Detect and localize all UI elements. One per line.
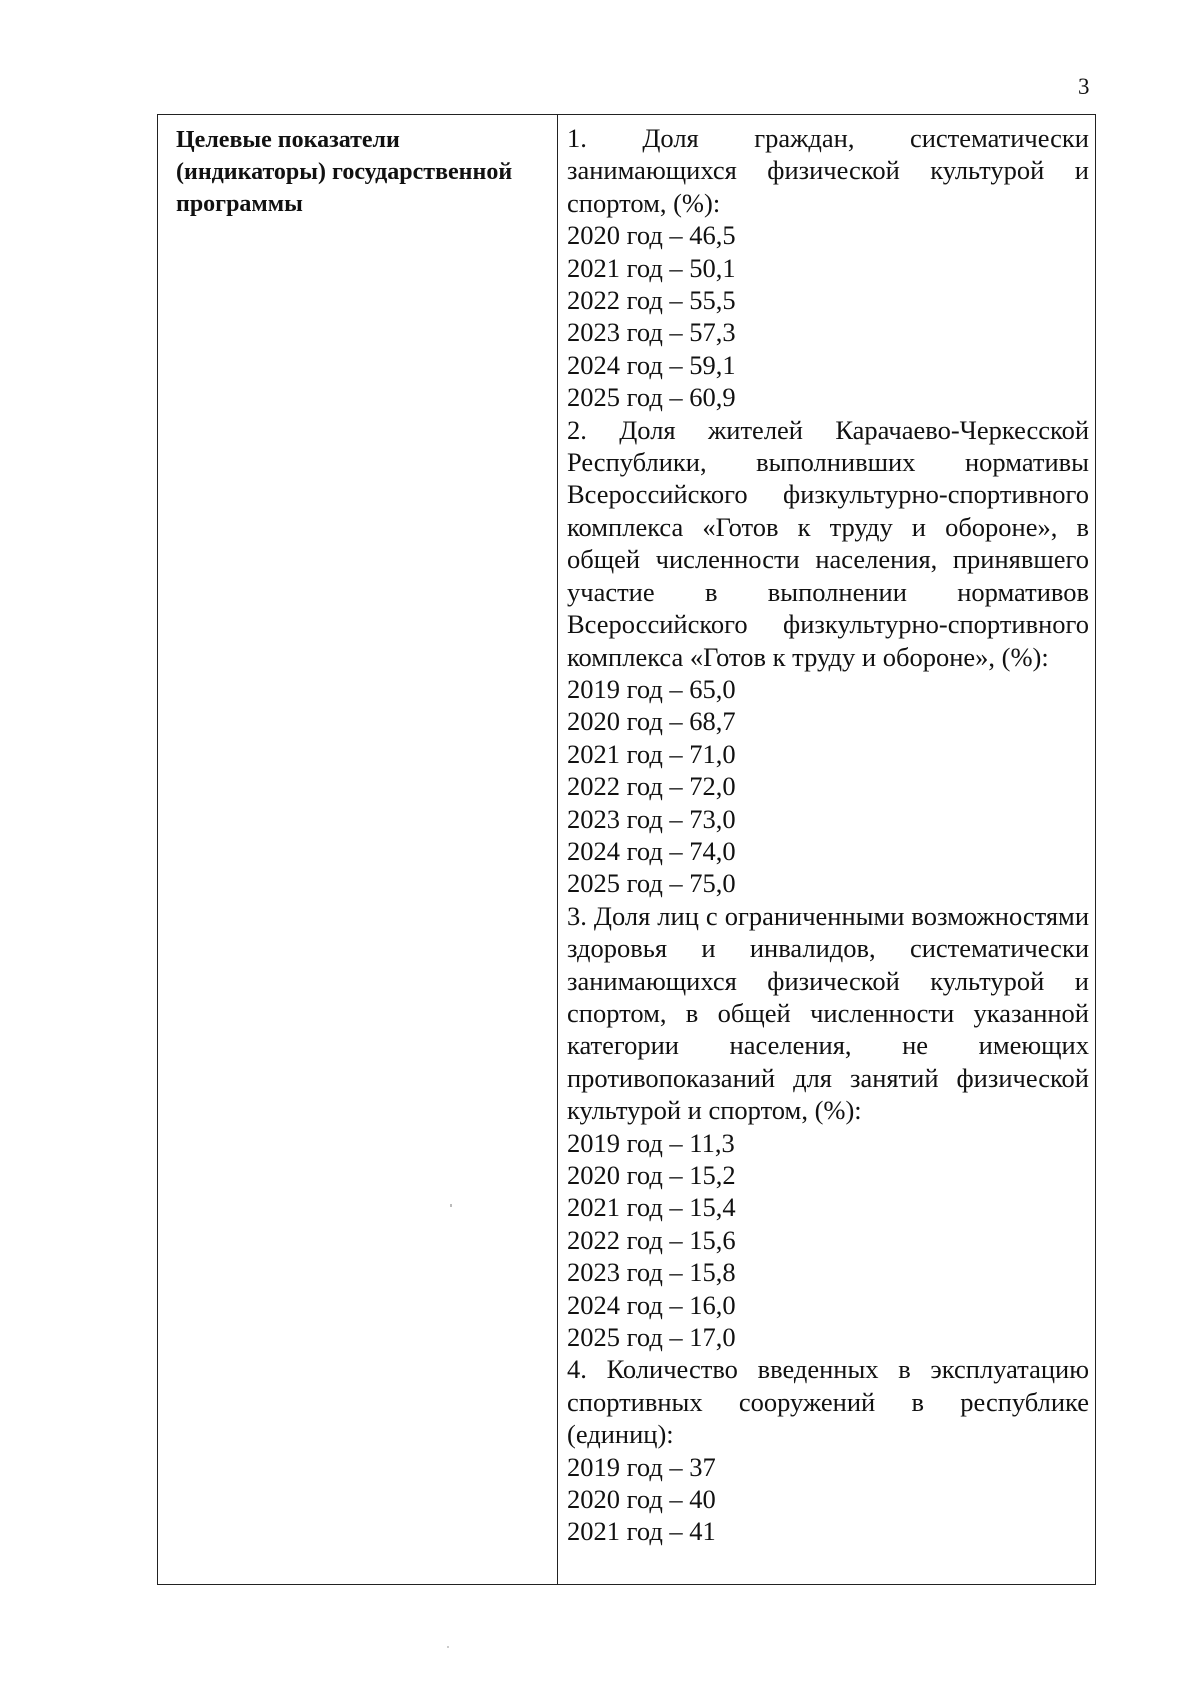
indicator-1 [567, 122, 1089, 414]
indicator-1-year: 2024 год – 59,1 [567, 349, 736, 380]
indicator-4-text: 4. Количество введенных в эксплуатацию спортивных сооружений в республике (единиц): [567, 1354, 1089, 1450]
indicator-2-year: 2022 год – 72,0 [567, 771, 736, 802]
indicators-table [157, 114, 1096, 1585]
indicator-3-year: 2021 год – 15,4 [567, 1192, 736, 1223]
indicator-3-year: 2022 год – 15,6 [567, 1224, 736, 1255]
indicator-2 [567, 414, 1089, 900]
indicator-4-year: 2019 год – 37 [567, 1451, 716, 1482]
indicators-values-cell [558, 115, 1095, 1584]
indicator-1-year: 2022 год – 55,5 [567, 285, 736, 316]
indicator-3-year: 2019 год – 11,3 [567, 1127, 735, 1158]
indicator-4-year: 2020 год – 40 [567, 1484, 716, 1515]
indicator-2-year: 2021 год – 71,0 [567, 738, 736, 769]
indicator-2-year: 2020 год – 68,7 [567, 706, 736, 737]
indicator-1-text: 1. Доля граждан, систематически занимающихся физической культурой и спортом, (%): [567, 123, 1089, 218]
indicator-1-year: 2025 год – 60,9 [567, 382, 736, 413]
indicator-3-year: 2023 год – 15,8 [567, 1257, 736, 1288]
scan-speck [447, 1646, 449, 1648]
indicator-2-year: 2019 год – 65,0 [567, 673, 736, 704]
indicator-4 [567, 1353, 1089, 1547]
indicator-4-year: 2021 год – 41 [567, 1516, 716, 1547]
indicator-2-year: 2025 год – 75,0 [567, 868, 736, 899]
indicator-3-year: 2025 год – 17,0 [567, 1322, 736, 1353]
indicators-label: Целевые показатели (индикаторы) государственной программы [176, 127, 513, 217]
indicator-1-year: 2023 год – 57,3 [567, 317, 736, 348]
indicator-3-text: 3. Доля лиц с ограниченными возможностями здоровья и инвалидов, систематически занимающихся физической культурой и спортом, в общей численности указанной категории населения, не имеющих противопоказаний для занятий физической культурой и спортом, (%): [567, 900, 1089, 1126]
indicator-2-year: 2023 год – 73,0 [567, 803, 736, 834]
indicators-label-cell [158, 115, 558, 1584]
indicator-1-year: 2021 год – 50,1 [567, 252, 736, 283]
indicator-3 [567, 900, 1089, 1354]
indicator-2-year: 2024 год – 74,0 [567, 835, 736, 866]
page-number: 3 [1078, 74, 1090, 99]
indicator-3-year: 2024 год – 16,0 [567, 1289, 736, 1320]
indicator-2-text: 2. Доля жителей Карачаево-Черкесской Республики, выполнивших нормативы Всероссийского физкультурно-спортивного комплекса «Готов к труду и обороне», в общей численности населения, принявшего участие в выполнении нормативов Всероссийского физкультурно-спортивного комплекса «Готов к труду и обороне», (%): [567, 414, 1089, 672]
scan-speck [450, 1204, 452, 1207]
indicator-3-year: 2020 год – 15,2 [567, 1160, 736, 1190]
indicator-1-year: 2020 год – 46,5 [567, 220, 736, 251]
